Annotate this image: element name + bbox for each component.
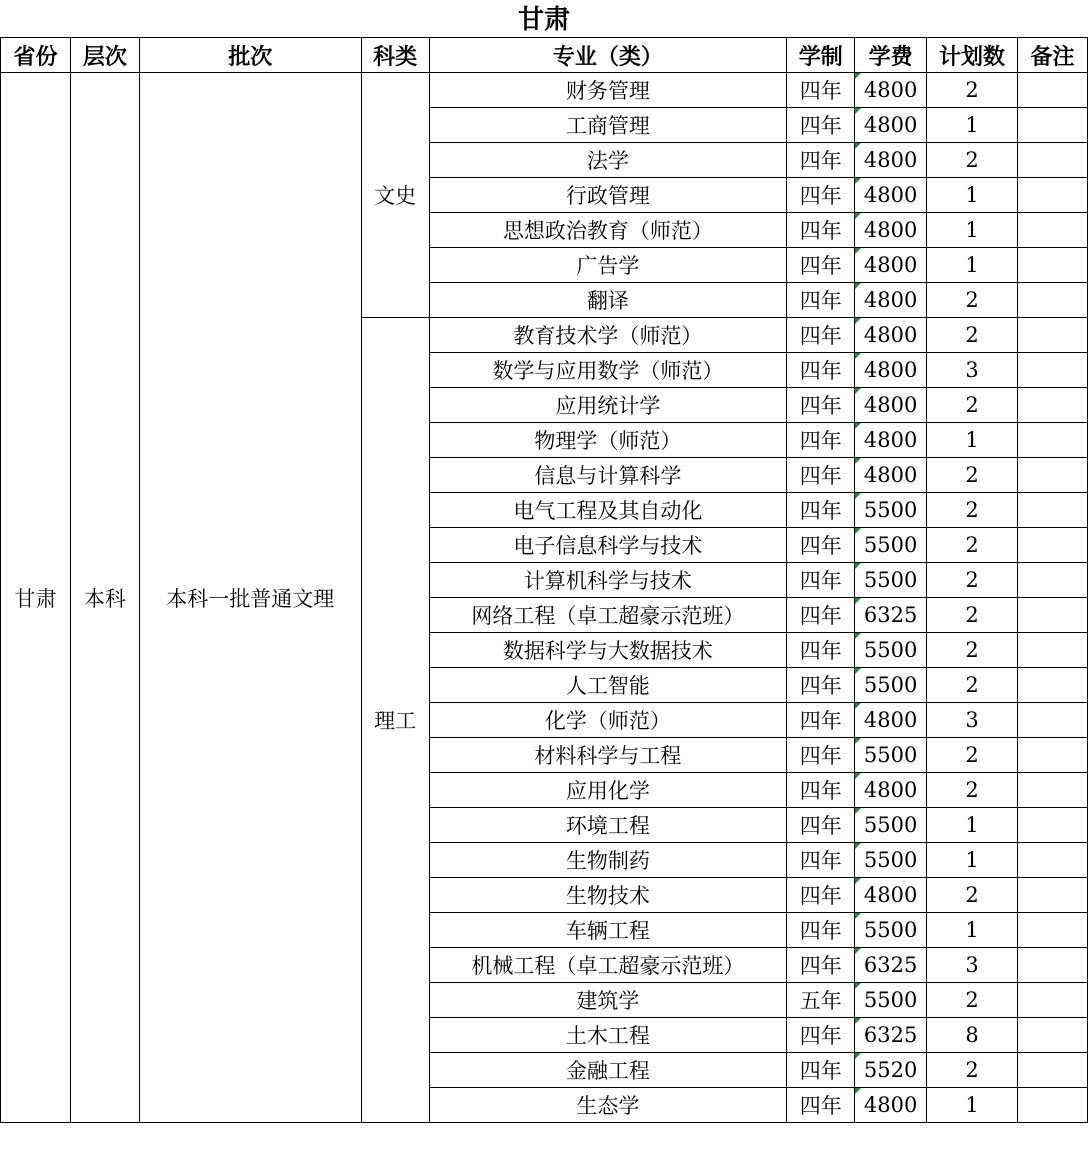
major-cell: 行政管理 [429,178,787,213]
major-cell: 生物制药 [429,843,787,878]
major-cell: 应用统计学 [429,388,787,423]
fee-cell: 5500 [855,633,927,668]
plan-cell: 3 [927,353,1018,388]
cell-indicator-icon [855,248,861,254]
major-cell: 土木工程 [429,1018,787,1053]
duration-cell: 四年 [787,738,855,773]
fee-cell: 4800 [855,388,927,423]
fee-cell: 4800 [855,108,927,143]
fee-cell: 5500 [855,528,927,563]
major-cell: 人工智能 [429,668,787,703]
header-major: 专业（类） [429,38,787,73]
cell-indicator-icon [855,143,861,149]
major-cell: 物理学（师范） [429,423,787,458]
major-cell: 法学 [429,143,787,178]
cell-indicator-icon [855,458,861,464]
note-cell [1018,703,1088,738]
major-cell: 应用化学 [429,773,787,808]
plan-cell: 1 [927,248,1018,283]
note-cell [1018,808,1088,843]
note-cell [1018,633,1088,668]
note-cell [1018,1053,1088,1088]
cell-indicator-icon [855,668,861,674]
cell-indicator-icon [855,283,861,289]
major-cell: 电气工程及其自动化 [429,493,787,528]
plan-cell: 2 [927,983,1018,1018]
plan-cell: 1 [927,423,1018,458]
cell-indicator-icon [855,913,861,919]
note-cell [1018,108,1088,143]
note-cell [1018,843,1088,878]
duration-cell: 四年 [787,808,855,843]
fee-cell: 4800 [855,318,927,353]
plan-cell: 3 [927,703,1018,738]
plan-cell: 2 [927,668,1018,703]
duration-cell: 四年 [787,843,855,878]
duration-cell: 四年 [787,248,855,283]
cell-indicator-icon [855,493,861,499]
major-cell: 数学与应用数学（师范） [429,353,787,388]
cell-indicator-icon [855,773,861,779]
plan-cell: 8 [927,1018,1018,1053]
major-cell: 信息与计算科学 [429,458,787,493]
plan-cell: 2 [927,318,1018,353]
fee-cell: 6325 [855,598,927,633]
note-cell [1018,738,1088,773]
note-cell [1018,458,1088,493]
header-plan: 计划数 [927,38,1018,73]
subject-cell-liberal-arts: 文史 [361,73,429,318]
cell-indicator-icon [855,878,861,884]
fee-cell: 6325 [855,1018,927,1053]
fee-cell: 4800 [855,878,927,913]
plan-cell: 2 [927,388,1018,423]
duration-cell: 四年 [787,1053,855,1088]
plan-cell: 1 [927,913,1018,948]
plan-cell: 2 [927,1053,1018,1088]
cell-indicator-icon [855,598,861,604]
note-cell [1018,388,1088,423]
plan-cell: 1 [927,213,1018,248]
duration-cell: 四年 [787,703,855,738]
enrollment-plan-table [0,37,1088,1123]
fee-cell: 4800 [855,178,927,213]
duration-cell: 四年 [787,353,855,388]
duration-cell: 四年 [787,493,855,528]
duration-cell: 四年 [787,668,855,703]
plan-cell: 2 [927,598,1018,633]
plan-cell: 2 [927,738,1018,773]
fee-cell: 5500 [855,493,927,528]
fee-cell: 5520 [855,1053,927,1088]
cell-indicator-icon [855,843,861,849]
major-cell: 化学（师范） [429,703,787,738]
note-cell [1018,73,1088,108]
plan-cell: 2 [927,143,1018,178]
duration-cell: 四年 [787,563,855,598]
note-cell [1018,773,1088,808]
plan-cell: 2 [927,563,1018,598]
major-cell: 教育技术学（师范） [429,318,787,353]
fee-cell: 4800 [855,703,927,738]
table-row [1,73,1088,108]
fee-cell: 4800 [855,353,927,388]
fee-cell: 5500 [855,563,927,598]
note-cell [1018,528,1088,563]
fee-cell: 4800 [855,213,927,248]
duration-cell: 四年 [787,598,855,633]
duration-cell: 四年 [787,913,855,948]
duration-cell: 四年 [787,178,855,213]
note-cell [1018,318,1088,353]
cell-indicator-icon [855,528,861,534]
duration-cell: 四年 [787,143,855,178]
header-province: 省份 [1,38,71,73]
cell-indicator-icon [855,808,861,814]
major-cell: 电子信息科学与技术 [429,528,787,563]
duration-cell: 四年 [787,423,855,458]
batch-cell: 本科一批普通文理 [139,73,361,1123]
cell-indicator-icon [855,738,861,744]
note-cell [1018,913,1088,948]
fee-cell: 4800 [855,283,927,318]
duration-cell: 四年 [787,1018,855,1053]
note-cell [1018,878,1088,913]
cell-indicator-icon [855,1088,861,1094]
note-cell [1018,598,1088,633]
fee-cell: 4800 [855,1088,927,1123]
plan-cell: 2 [927,493,1018,528]
major-cell: 车辆工程 [429,913,787,948]
major-cell: 生物技术 [429,878,787,913]
header-subject: 科类 [361,38,429,73]
fee-cell: 4800 [855,73,927,108]
note-cell [1018,178,1088,213]
fee-cell: 4800 [855,423,927,458]
major-cell: 计算机科学与技术 [429,563,787,598]
fee-cell: 5500 [855,913,927,948]
duration-cell: 四年 [787,283,855,318]
major-cell: 材料科学与工程 [429,738,787,773]
fee-cell: 4800 [855,458,927,493]
major-cell: 财务管理 [429,73,787,108]
header-note: 备注 [1018,38,1088,73]
duration-cell: 四年 [787,1088,855,1123]
note-cell [1018,1018,1088,1053]
major-cell: 生态学 [429,1088,787,1123]
header-batch: 批次 [139,38,361,73]
plan-cell: 1 [927,178,1018,213]
fee-cell: 6325 [855,948,927,983]
major-cell: 金融工程 [429,1053,787,1088]
plan-cell: 1 [927,108,1018,143]
major-cell: 广告学 [429,248,787,283]
cell-indicator-icon [855,1018,861,1024]
fee-cell: 4800 [855,773,927,808]
duration-cell: 五年 [787,983,855,1018]
plan-cell: 2 [927,528,1018,563]
cell-indicator-icon [855,633,861,639]
cell-indicator-icon [855,213,861,219]
fee-cell: 5500 [855,738,927,773]
note-cell [1018,493,1088,528]
page-title: 甘肃 [517,5,570,35]
cell-indicator-icon [855,108,861,114]
note-cell [1018,668,1088,703]
duration-cell: 四年 [787,388,855,423]
cell-indicator-icon [855,178,861,184]
duration-cell: 四年 [787,318,855,353]
duration-cell: 四年 [787,878,855,913]
plan-cell: 2 [927,633,1018,668]
major-cell: 工商管理 [429,108,787,143]
duration-cell: 四年 [787,73,855,108]
plan-cell: 2 [927,73,1018,108]
duration-cell: 四年 [787,528,855,563]
plan-cell: 1 [927,808,1018,843]
header-row [1,38,1088,73]
fee-cell: 4800 [855,248,927,283]
plan-cell: 1 [927,843,1018,878]
cell-indicator-icon [855,73,861,79]
cell-indicator-icon [855,563,861,569]
cell-indicator-icon [855,703,861,709]
major-cell: 思想政治教育（师范） [429,213,787,248]
fee-cell: 5500 [855,983,927,1018]
major-cell: 建筑学 [429,983,787,1018]
header-fee: 学费 [855,38,927,73]
fee-cell: 5500 [855,808,927,843]
note-cell [1018,983,1088,1018]
duration-cell: 四年 [787,633,855,668]
cell-indicator-icon [855,423,861,429]
cell-indicator-icon [855,1053,861,1059]
note-cell [1018,353,1088,388]
note-cell [1018,213,1088,248]
note-cell [1018,948,1088,983]
subject-cell-science: 理工 [361,318,429,1123]
header-level: 层次 [70,38,139,73]
duration-cell: 四年 [787,213,855,248]
level-cell: 本科 [70,73,139,1123]
note-cell [1018,143,1088,178]
cell-indicator-icon [855,388,861,394]
header-duration: 学制 [787,38,855,73]
cell-indicator-icon [855,353,861,359]
duration-cell: 四年 [787,773,855,808]
duration-cell: 四年 [787,948,855,983]
major-cell: 数据科学与大数据技术 [429,633,787,668]
duration-cell: 四年 [787,108,855,143]
fee-cell: 5500 [855,843,927,878]
fee-cell: 4800 [855,143,927,178]
major-cell: 网络工程（卓工超豪示范班） [429,598,787,633]
note-cell [1018,248,1088,283]
major-cell: 翻译 [429,283,787,318]
cell-indicator-icon [855,948,861,954]
plan-cell: 1 [927,1088,1018,1123]
note-cell [1018,423,1088,458]
cell-indicator-icon [855,983,861,989]
major-cell: 环境工程 [429,808,787,843]
major-cell: 机械工程（卓工超豪示范班） [429,948,787,983]
cell-indicator-icon [855,318,861,324]
note-cell [1018,283,1088,318]
table-body [1,73,1088,1123]
plan-cell: 2 [927,283,1018,318]
note-cell [1018,563,1088,598]
plan-cell: 2 [927,773,1018,808]
plan-cell: 2 [927,458,1018,493]
fee-cell: 5500 [855,668,927,703]
plan-cell: 2 [927,878,1018,913]
province-cell: 甘肃 [1,73,71,1123]
duration-cell: 四年 [787,458,855,493]
plan-cell: 3 [927,948,1018,983]
note-cell [1018,1088,1088,1123]
